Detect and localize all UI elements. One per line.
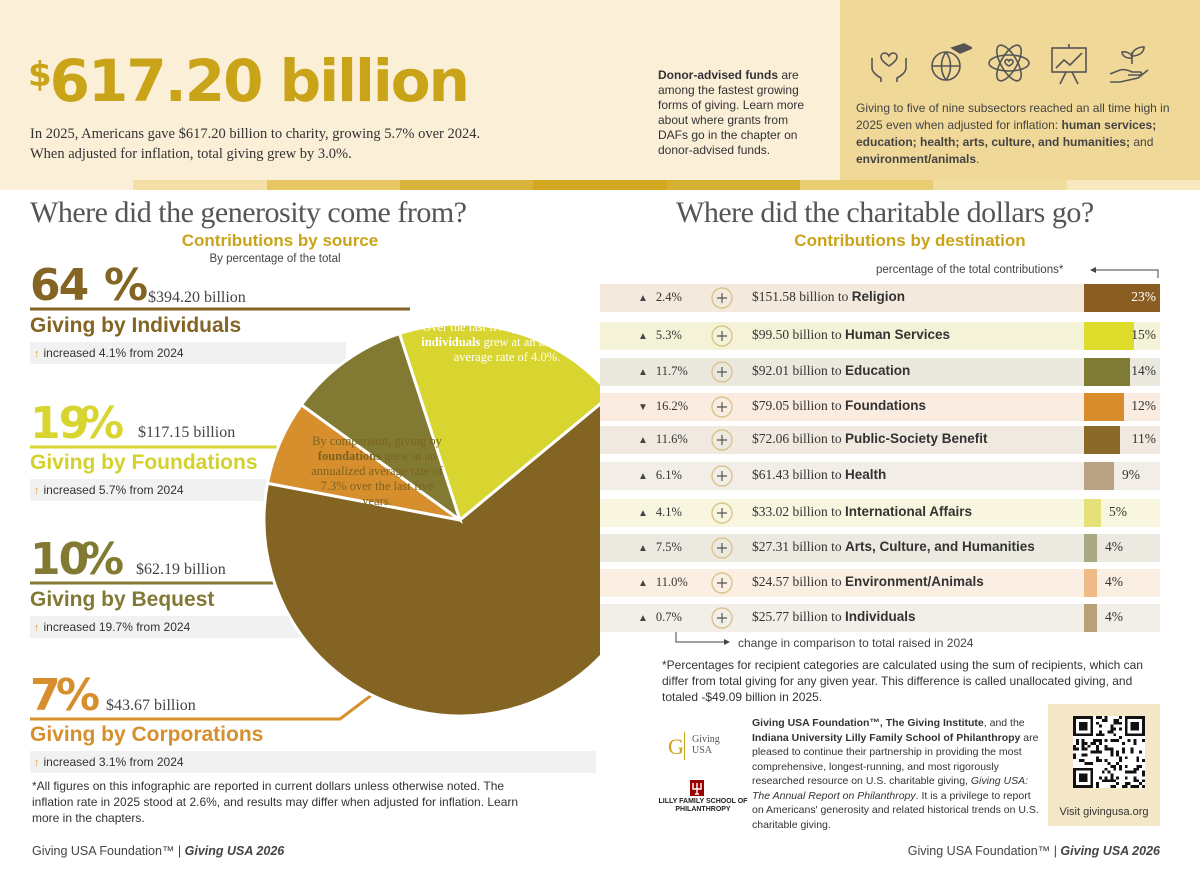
arrow-up-icon: ▲: [638, 435, 648, 446]
columns-building-icon: [708, 394, 736, 420]
row-amount: $27.31 billion to: [752, 539, 846, 554]
bar-axis-note: percentage of the total contributions*: [876, 264, 1064, 276]
individuals-amount: $394.20 billion: [148, 289, 246, 306]
arrow-up-icon: ▲: [638, 293, 648, 304]
foundations-amount: $117.15 billion: [138, 424, 236, 441]
sources-title: Where did the generosity come from?: [30, 196, 467, 229]
row-label: [752, 467, 886, 483]
row-label: [752, 431, 988, 447]
row-percent: 9%: [1122, 467, 1140, 482]
logo-divider: [684, 732, 685, 760]
row-amount: $151.58 billion to: [752, 289, 852, 304]
row-label: [752, 363, 910, 379]
row-amount: $25.77 billion to: [752, 609, 846, 624]
atom-heart-icon: [708, 427, 736, 453]
row-category: International Affairs: [845, 504, 973, 519]
row-percent: 4%: [1105, 539, 1123, 554]
destination-row: [600, 426, 1160, 454]
row-category: Religion: [851, 289, 906, 304]
corporations-percent: 7: [30, 670, 59, 721]
partnership-text: Giving USA Foundation™, The Giving Institute, and the Indiana University Lilly Family School of Philanthropy are pleased to continue their partnership in providing the most comprehensive, longest-running, and most rigorously researched resource on U.S. charitable giving, Giving USA: The Annual Report on Philanthropy. It is a privilege to report on Americans' generosity and related historical trends on U.S. charitable giving.: [752, 717, 1039, 831]
foundations-percent: 19: [30, 398, 88, 449]
destination-row: [600, 322, 1160, 350]
row-change: [638, 364, 708, 379]
inflation-footnote: *All figures on this infographic are reported in current dollars unless otherwise noted. The inflation rate in 2025 stood at 2.6%, and results may differ when adjusted for inflation. Learn more in the chapters.: [32, 779, 519, 825]
row-bar: [1084, 322, 1134, 350]
change-note: change in comparison to total raised in 2024: [738, 636, 974, 650]
bequest-amount: $62.19 billion: [136, 561, 226, 578]
sources-pie-chart: [260, 300, 600, 740]
daf-note: Donor-advised funds are among the fastest growing forms of giving. Learn more about where grants from DAFs go in the chapter on donor-advised funds.: [658, 68, 805, 157]
row-category: Public-Society Benefit: [845, 431, 988, 446]
row-label: [752, 609, 916, 625]
row-amount: $61.43 billion to: [752, 467, 846, 482]
corporations-percent-sign: %: [56, 670, 99, 721]
destination-row: [600, 462, 1160, 490]
destination-row: [600, 393, 1160, 421]
unallocated-footnote: *Percentages for recipient categories are calculated using the sum of recipients, which can differ from total giving for any given year. This difference is called unallocated giving, and totaled -$49.09 billion in 2025.: [662, 658, 1143, 704]
row-percent: 5%: [1109, 504, 1127, 519]
foundations-percent-sign: %: [80, 398, 123, 449]
corporations-amount: $43.67 billion: [106, 697, 196, 714]
row-bar: [1084, 393, 1124, 421]
row-change: [638, 575, 708, 590]
destinations-title: Where did the charitable dollars go?: [676, 196, 1094, 229]
foundations-label: Giving by Foundations: [30, 451, 258, 474]
row-percent: 4%: [1105, 609, 1123, 624]
destination-row: [600, 604, 1160, 632]
row-change-value: 6.1%: [655, 468, 682, 482]
pie-note-individuals: Over the last five years, giving by individuals grew at an annualized average rate of 4.0%.: [421, 320, 593, 364]
row-label: [752, 539, 1035, 555]
bequest-percent: 10: [30, 534, 88, 585]
footer-right: Giving USA Foundation™ | Giving USA 2026: [907, 844, 1160, 858]
destination-row: [600, 358, 1160, 386]
destination-row: [600, 534, 1160, 562]
row-change: [638, 610, 708, 625]
individuals-percent: 64: [30, 260, 88, 311]
praying-hands-icon: [708, 285, 736, 311]
individuals-label: Giving by Individuals: [30, 314, 242, 337]
arrow-up-icon: ▲: [638, 331, 648, 342]
row-change: [638, 432, 708, 447]
row-percent: 12%: [1131, 398, 1156, 413]
row-change-value: 2.4%: [655, 290, 682, 304]
lilly-school-logo: LILLY FAMILY SCHOOL OF PHILANTHROPY: [658, 798, 748, 813]
row-percent: 23%: [1131, 289, 1156, 304]
arrow-up-icon: ▲: [638, 578, 648, 589]
hands-heart-icon: [708, 323, 736, 349]
intro-text: In 2025, Americans gave $617.20 billion to charity, growing 5.7% over 2024. When adjusted for inflation, total giving grew by 3.0%.: [30, 126, 481, 162]
bequest-label: Giving by Bequest: [30, 588, 215, 611]
row-percent: 14%: [1131, 363, 1156, 378]
row-amount: $72.06 billion to: [752, 431, 846, 446]
row-label: [752, 504, 972, 520]
row-category: Education: [845, 363, 911, 378]
arrow-up-icon: ▲: [638, 508, 648, 519]
globe-graduation-icon: [708, 359, 736, 385]
row-change: [638, 505, 708, 520]
people-group-icon: [708, 605, 736, 631]
corporations-change: ↑ increased 3.1% from 2024: [30, 751, 596, 773]
destination-row: [600, 499, 1160, 527]
individuals-change: ↑ increased 4.1% from 2024: [30, 342, 346, 364]
easel-chart-icon: [708, 535, 736, 561]
row-bar: [1084, 499, 1101, 527]
row-change-value: 16.2%: [655, 399, 689, 413]
sources-subtitle: Contributions by source: [181, 231, 379, 250]
row-change-value: 4.1%: [655, 505, 682, 519]
row-bar: [1084, 604, 1097, 632]
row-change: [638, 290, 708, 305]
row-bar: [1084, 358, 1130, 386]
row-category: Health: [845, 467, 887, 482]
row-percent: 11%: [1131, 431, 1156, 446]
row-percent: 4%: [1105, 574, 1123, 589]
row-category: Environment/Animals: [845, 574, 984, 589]
row-label: [752, 574, 984, 590]
row-amount: $92.01 billion to: [752, 363, 846, 378]
total-giving-headline: $617.20 billion: [28, 47, 468, 115]
destination-row: [600, 284, 1160, 312]
row-category: Human Services: [845, 327, 951, 342]
row-amount: $24.57 billion to: [752, 574, 846, 589]
corporations-label: Giving by Corporations: [30, 723, 264, 746]
row-change: [638, 468, 708, 483]
hands-circle-icon: [708, 463, 736, 489]
row-change-value: 7.5%: [655, 540, 682, 554]
row-category: Foundations: [845, 398, 927, 413]
row-amount: $79.05 billion to: [752, 398, 846, 413]
footer-left: Giving USA Foundation™ | Giving USA 2026: [32, 844, 285, 858]
row-change-value: 0.7%: [655, 610, 682, 624]
row-bar: [1084, 534, 1097, 562]
pie-note-foundations: By comparison, giving by foundations grew at an annualized average rate of 7.3% over the last five years.: [311, 434, 443, 508]
row-bar: [1084, 426, 1120, 454]
subsector-note: Giving to five of nine subsectors reached an all time high in 2025 even when adjusted for inflation: human services; education; health; arts, culture, and humanities; and environment/animals.: [856, 101, 1170, 166]
destination-row: [600, 569, 1160, 597]
foundations-change: ↑ increased 5.7% from 2024: [30, 479, 300, 501]
row-label: [752, 289, 905, 305]
giving-usa-logo: Giving USA: [692, 734, 720, 756]
arrow-up-icon: ▲: [638, 613, 648, 624]
arrow-up-icon: ▲: [638, 543, 648, 554]
row-amount: $99.50 billion to: [752, 327, 846, 342]
qr-code-icon[interactable]: [1073, 716, 1145, 788]
individuals-percent-sign: %: [104, 260, 147, 311]
row-change-value: 11.6%: [655, 432, 688, 446]
arrow-down-icon: ▼: [638, 402, 648, 413]
row-category: Arts, Culture, and Humanities: [845, 539, 1035, 554]
row-bar: [1084, 462, 1114, 490]
partner-logos: [658, 710, 752, 820]
row-change: [638, 399, 708, 414]
destinations-subtitle: Contributions by destination: [794, 231, 1026, 250]
row-change-value: 11.7%: [655, 364, 688, 378]
change-arrow-icon: [672, 632, 732, 648]
arrow-up-icon: ▲: [638, 367, 648, 378]
arrow-up-icon: ▲: [638, 471, 648, 482]
row-change-value: 11.0%: [655, 575, 688, 589]
row-change: [638, 328, 708, 343]
row-amount: $33.02 billion to: [752, 504, 846, 519]
chat-people-icon: [708, 500, 736, 526]
sources-subtitle-2: By percentage of the total: [209, 253, 341, 265]
visit-link[interactable]: Visit givingusa.org: [1059, 806, 1149, 818]
row-bar: [1084, 569, 1097, 597]
row-change: [638, 540, 708, 555]
row-percent: 15%: [1131, 327, 1156, 342]
iu-trident-icon: [690, 780, 704, 796]
giving-usa-logo-mark: G: [668, 734, 684, 759]
bequest-change: ↑ increased 19.7% from 2024: [30, 616, 320, 638]
row-label: [752, 398, 926, 414]
bequest-percent-sign: %: [80, 534, 123, 585]
row-category: Individuals: [845, 609, 916, 624]
hand-sprout-icon: [708, 570, 736, 596]
row-label: [752, 327, 950, 343]
row-change-value: 5.3%: [655, 328, 682, 342]
axis-arrow-icon: [1090, 264, 1160, 280]
